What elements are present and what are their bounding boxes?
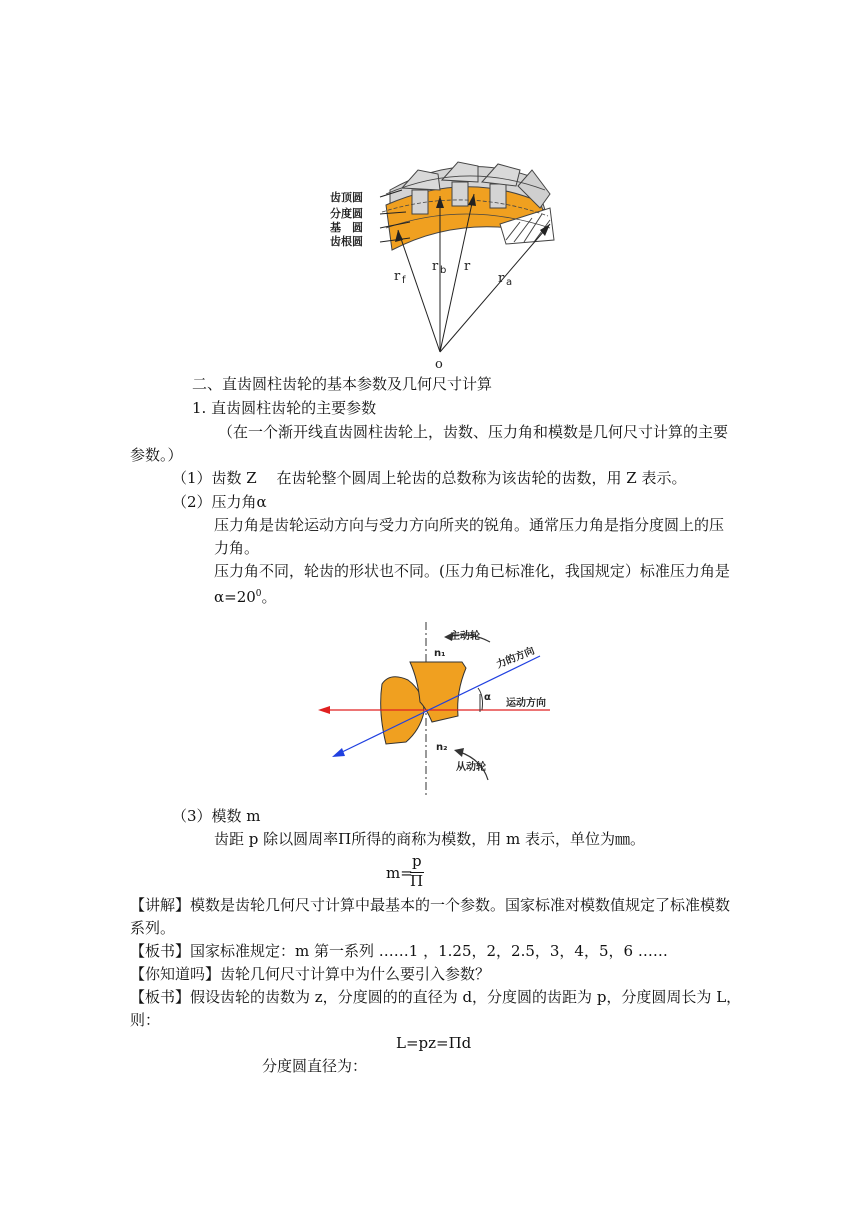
item-teeth-number: （1）齿数 Z 在齿轮整个圆周上轮齿的总数称为该齿轮的齿数，用 Z 表示。 bbox=[172, 469, 687, 487]
module-desc: 齿距 p 除以圆周率Π所得的商称为模数，用 m 表示，单位为㎜。 bbox=[214, 830, 645, 848]
intro-line-1: （在一个渐开线直齿圆柱齿轮上，齿数、压力角和模数是几何尺寸计算的主要 bbox=[218, 423, 729, 441]
section-heading: 二、直齿圆柱齿轮的基本参数及几何尺寸计算 bbox=[192, 375, 493, 393]
item-module-title: （3）模数 m bbox=[172, 807, 261, 825]
pressure-angle-std-2: $\alpha=20^0$。 bbox=[214, 588, 277, 606]
driver-wheel-label: 主动轮 bbox=[450, 631, 480, 642]
origin-label: o bbox=[435, 357, 443, 370]
pressure-angle-desc-1: 压力角是齿轮运动方向与受力方向所夹的锐角。通常压力角是指分度圆上的压 bbox=[214, 516, 725, 534]
radius-ra-sub: a bbox=[506, 277, 513, 288]
formula-circumference: L=pz=Πd bbox=[396, 1034, 472, 1052]
label-dedendum-circle: 齿根圆 bbox=[330, 235, 363, 248]
radius-ra-r: r bbox=[498, 271, 505, 286]
gear-circles-diagram bbox=[320, 150, 580, 370]
radius-rb-r: r bbox=[432, 259, 439, 274]
radius-r: r bbox=[464, 259, 471, 274]
radius-rf-r: r bbox=[394, 269, 401, 284]
pressure-angle-desc-2: 力角。 bbox=[214, 539, 260, 557]
pitch-diameter-line: 分度圆直径为： bbox=[262, 1057, 368, 1075]
radius-rb-sub: b bbox=[440, 265, 447, 276]
n2-label: n₂ bbox=[436, 742, 448, 753]
item-pressure-angle-title: （2）压力角α bbox=[172, 493, 267, 511]
radius-rf-sub: f bbox=[402, 275, 406, 286]
alpha-label: α bbox=[484, 692, 491, 703]
board-note-1: 【板书】国家标准规定：m 第一系列 ……1 ，1.25，2，2.5，3，4，5，6 …… bbox=[130, 942, 668, 960]
subsection-title: 1. 直齿圆柱齿轮的主要参数 bbox=[192, 399, 377, 417]
force-direction-label: 力的方向 bbox=[495, 645, 537, 671]
board-note-2-line-2: 则： bbox=[130, 1011, 161, 1029]
label-addendum-circle: 齿顶圆 bbox=[330, 191, 363, 204]
n1-label: n₁ bbox=[434, 648, 446, 659]
pressure-angle-std-1: 压力角不同，轮齿的形状也不同。(压力角已标准化，我国规定）标准压力角是 bbox=[214, 562, 730, 580]
explain-line-2: 系列。 bbox=[130, 919, 176, 937]
label-pitch-circle: 分度圆 bbox=[330, 207, 363, 220]
pressure-angle-diagram bbox=[312, 612, 572, 802]
intro-line-2: 参数。） bbox=[130, 446, 183, 464]
driven-wheel-label: 从动轮 bbox=[456, 762, 486, 773]
board-note-2-line-1: 【板书】假设齿轮的齿数为 z，分度圆的的直径为 d，分度圆的齿距为 p，分度圆周长为 L， bbox=[130, 988, 742, 1006]
did-you-know: 【你知道吗】齿轮几何尺寸计算中为什么要引入参数？ bbox=[130, 965, 491, 983]
motion-direction-label: 运动方向 bbox=[506, 698, 546, 709]
explain-line-1: 【讲解】模数是齿轮几何尺寸计算中最基本的一个参数。国家标准对模数值规定了标准模数 bbox=[130, 896, 731, 914]
label-base-circle: 基 圆 bbox=[330, 221, 363, 234]
